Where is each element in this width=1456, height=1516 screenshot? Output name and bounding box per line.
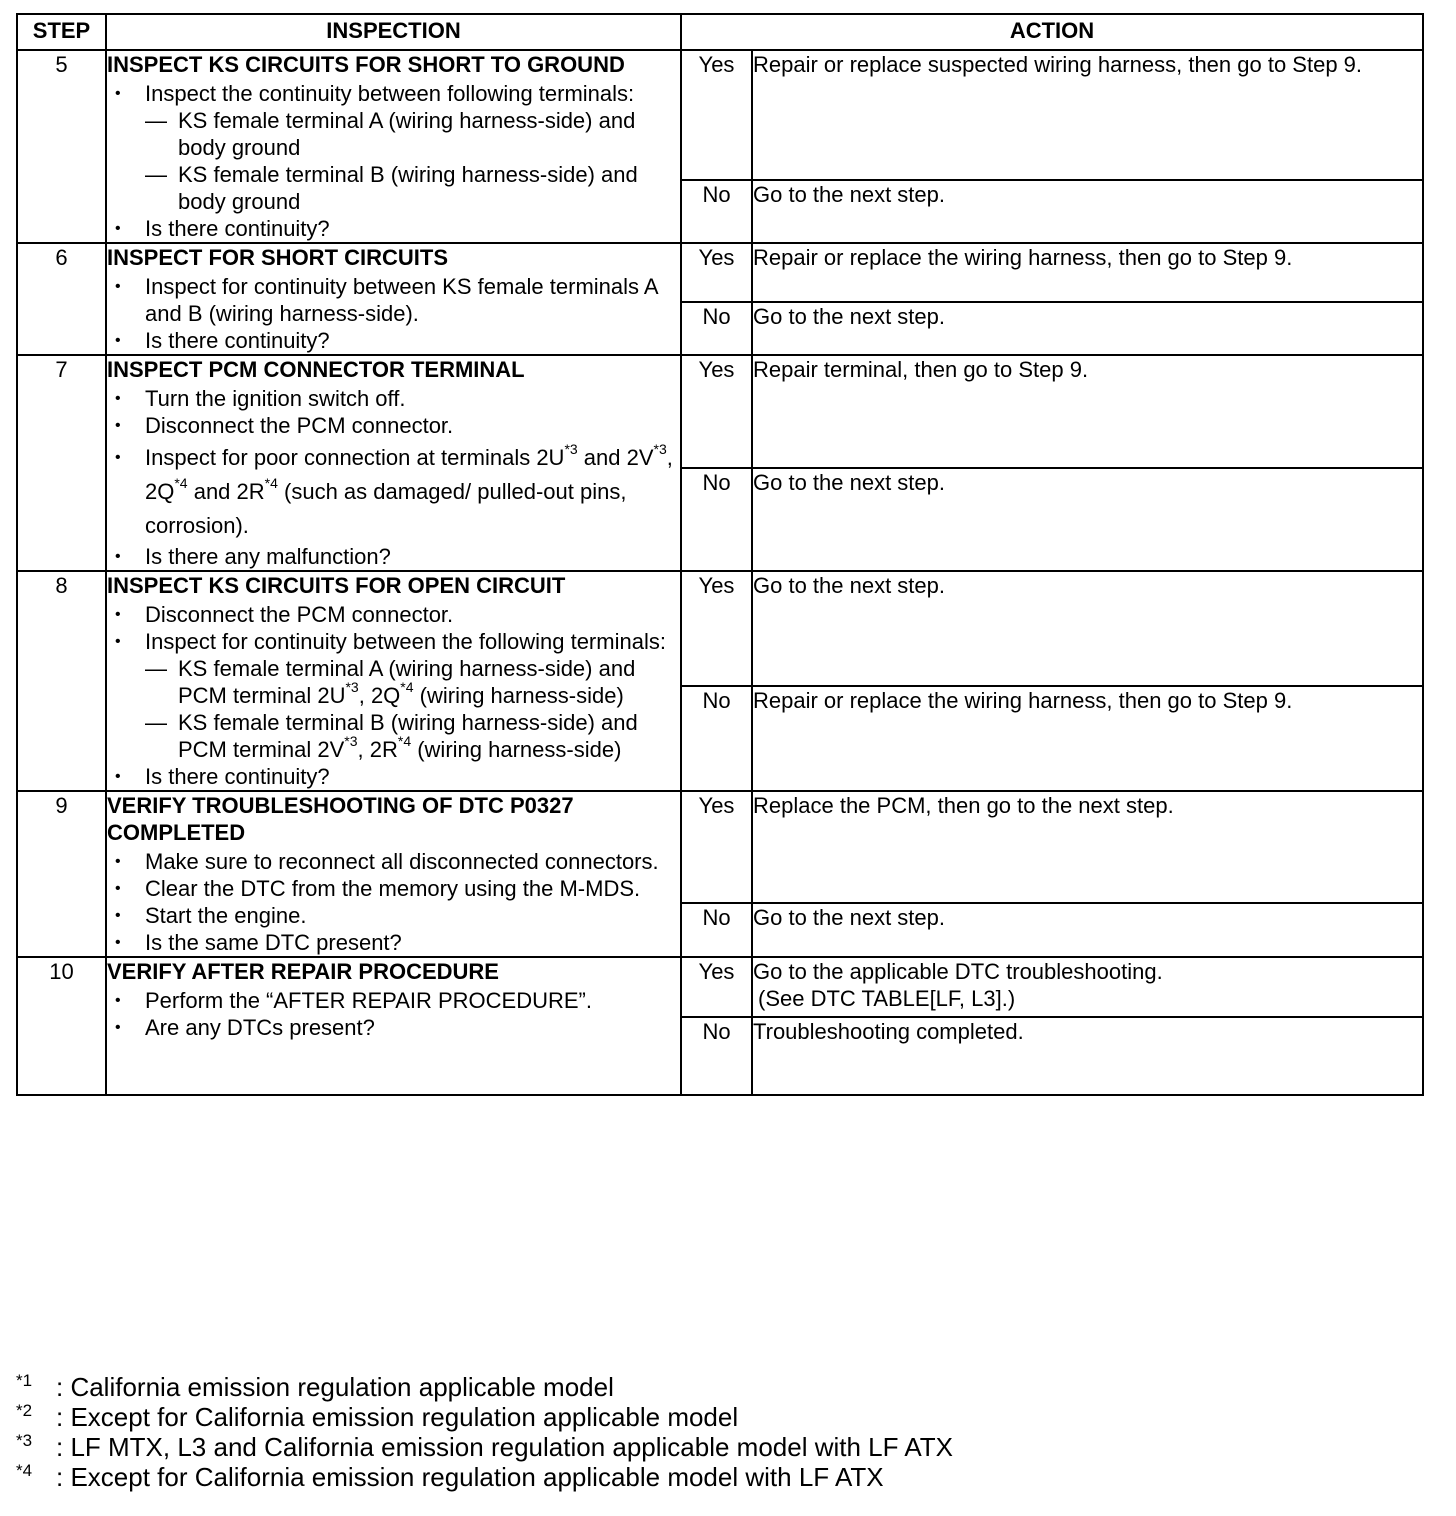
step-number: 9 xyxy=(17,791,106,957)
inspection-sub-item: — KS female terminal B (wiring harness-side) and PCM terminal $2V^{*3}$, $2R^{*4}$ (wiring harness-side) xyxy=(145,709,680,763)
troubleshooting-document xyxy=(16,13,1422,1096)
inspection-bullet: • Is the same DTC present? xyxy=(107,929,680,956)
yes-label: Yes xyxy=(681,50,752,180)
step-10-yes-row xyxy=(17,957,1423,1017)
inspection-sub-item: — KS female terminal A (wiring harness-side) and PCM terminal $2U^{*3}$, $2Q^{*4}$ (wiring harness-side) xyxy=(145,655,680,709)
footnote: *2 : Except for California emission regulation applicable model xyxy=(16,1401,739,1432)
step-7-yes-row xyxy=(17,355,1423,468)
no-action: Go to the next step. xyxy=(752,180,1423,243)
inspection-sub-item: — KS female terminal B (wiring harness-side) and body ground xyxy=(145,161,680,215)
header-step: STEP xyxy=(17,14,106,50)
yes-label: Yes xyxy=(681,243,752,302)
footnote: *4 : Except for California emission regulation applicable model with LF ATX xyxy=(16,1461,884,1492)
step-title: INSPECT KS CIRCUITS FOR OPEN CIRCUIT xyxy=(107,573,566,598)
step-number: 5 xyxy=(17,50,106,243)
step-8-yes-row xyxy=(17,571,1423,686)
no-label: No xyxy=(681,302,752,355)
step-inspection xyxy=(106,957,681,1095)
inspection-bullet: • Turn the ignition switch off. xyxy=(107,385,680,412)
no-label: No xyxy=(681,1017,752,1095)
no-label: No xyxy=(681,903,752,957)
step-title: VERIFY AFTER REPAIR PROCEDURE xyxy=(107,959,499,984)
header-row xyxy=(17,14,1423,50)
inspection-bullet: • Start the engine. xyxy=(107,902,680,929)
inspection-bullet: • Inspect for continuity between KS female terminals A and B (wiring harness-side). xyxy=(107,273,680,327)
step-inspection xyxy=(106,243,681,355)
yes-action: Repair or replace suspected wiring harness, then go to Step 9. xyxy=(752,50,1423,180)
yes-label: Yes xyxy=(681,791,752,903)
inspection-bullet: • Disconnect the PCM connector. xyxy=(107,412,680,439)
footnote: *1 : California emission regulation applicable model xyxy=(16,1371,614,1402)
inspection-bullet: • Is there continuity? xyxy=(107,763,680,790)
step-title: VERIFY TROUBLESHOOTING OF DTC P0327 COMPLETED xyxy=(107,793,574,845)
no-action: Go to the next step. xyxy=(752,302,1423,355)
no-label: No xyxy=(681,686,752,791)
step-inspection xyxy=(106,791,681,957)
step-title: INSPECT FOR SHORT CIRCUITS xyxy=(107,245,449,270)
no-action: Repair or replace the wiring harness, then go to Step 9. xyxy=(752,686,1423,791)
step-title: INSPECT PCM CONNECTOR TERMINAL xyxy=(107,357,525,382)
inspection-sub-item: — KS female terminal A (wiring harness-side) and body ground xyxy=(145,107,680,161)
step-number: 10 xyxy=(17,957,106,1095)
step-inspection xyxy=(106,355,681,571)
yes-action: Repair or replace the wiring harness, then go to Step 9. xyxy=(752,243,1423,302)
header-inspection: INSPECTION xyxy=(106,14,681,50)
inspection-bullet: • Is there any malfunction? xyxy=(107,543,680,570)
step-number: 8 xyxy=(17,571,106,791)
inspection-bullet: • Make sure to reconnect all disconnected connectors. xyxy=(107,848,680,875)
inspection-bullet: • Is there continuity? xyxy=(107,215,680,242)
step-5-yes-row xyxy=(17,50,1423,180)
yes-label: Yes xyxy=(681,957,752,1017)
no-label: No xyxy=(681,468,752,571)
yes-action: Go to the applicable DTC troubleshooting. (See DTC TABLE[LF, L3].) xyxy=(752,957,1423,1017)
inspection-bullet: • Perform the “AFTER REPAIR PROCEDURE”. xyxy=(107,987,680,1014)
inspection-bullet: • Clear the DTC from the memory using the M-MDS. xyxy=(107,875,680,902)
step-number: 7 xyxy=(17,355,106,571)
step-6-yes-row xyxy=(17,243,1423,302)
yes-action: Repair terminal, then go to Step 9. xyxy=(752,355,1423,468)
no-label: No xyxy=(681,180,752,243)
inspection-bullet: • Is there continuity? xyxy=(107,327,680,354)
no-action: Troubleshooting completed. xyxy=(752,1017,1423,1095)
step-inspection xyxy=(106,571,681,791)
inspection-bullet: • Inspect the continuity between following terminals: — KS female terminal A (wiring harness-side) and body ground — KS female terminal B (wiring harness-side) and body ground xyxy=(107,80,680,215)
step-number: 6 xyxy=(17,243,106,355)
step-title: INSPECT KS CIRCUITS FOR SHORT TO GROUND xyxy=(107,52,625,77)
yes-label: Yes xyxy=(681,355,752,468)
no-action: Go to the next step. xyxy=(752,903,1423,957)
header-action: ACTION xyxy=(681,14,1423,50)
inspection-bullet: • Inspect for poor connection at terminals $2U^{*3}$ and $2V^{*3}$, $2Q^{*4}$ and $2R^{*4}$ (such as damaged/ pulled-out pins, corrosion). xyxy=(107,441,680,543)
inspection-table xyxy=(16,13,1424,1096)
footnote: *3 : LF MTX, L3 and California emission regulation applicable model with LF ATX xyxy=(16,1431,953,1462)
yes-label: Yes xyxy=(681,571,752,686)
inspection-bullet: • Are any DTCs present? xyxy=(107,1014,680,1041)
step-9-yes-row xyxy=(17,791,1423,903)
yes-action: Go to the next step. xyxy=(752,571,1423,686)
no-action: Go to the next step. xyxy=(752,468,1423,571)
inspection-bullet: • Inspect for continuity between the following terminals: — KS female terminal A (wiring harness-side) and PCM terminal $2U^{*3}$, $2Q^{*4}$ (wiring harness-side) — KS female terminal B (wiring harness-side) and PCM terminal $2V^{*3}$, $2R^{*4}$ (wiring harness-side) xyxy=(107,628,680,763)
yes-action: Replace the PCM, then go to the next step. xyxy=(752,791,1423,903)
inspection-bullet: • Disconnect the PCM connector. xyxy=(107,601,680,628)
step-inspection xyxy=(106,50,681,243)
footnotes xyxy=(16,1372,953,1492)
